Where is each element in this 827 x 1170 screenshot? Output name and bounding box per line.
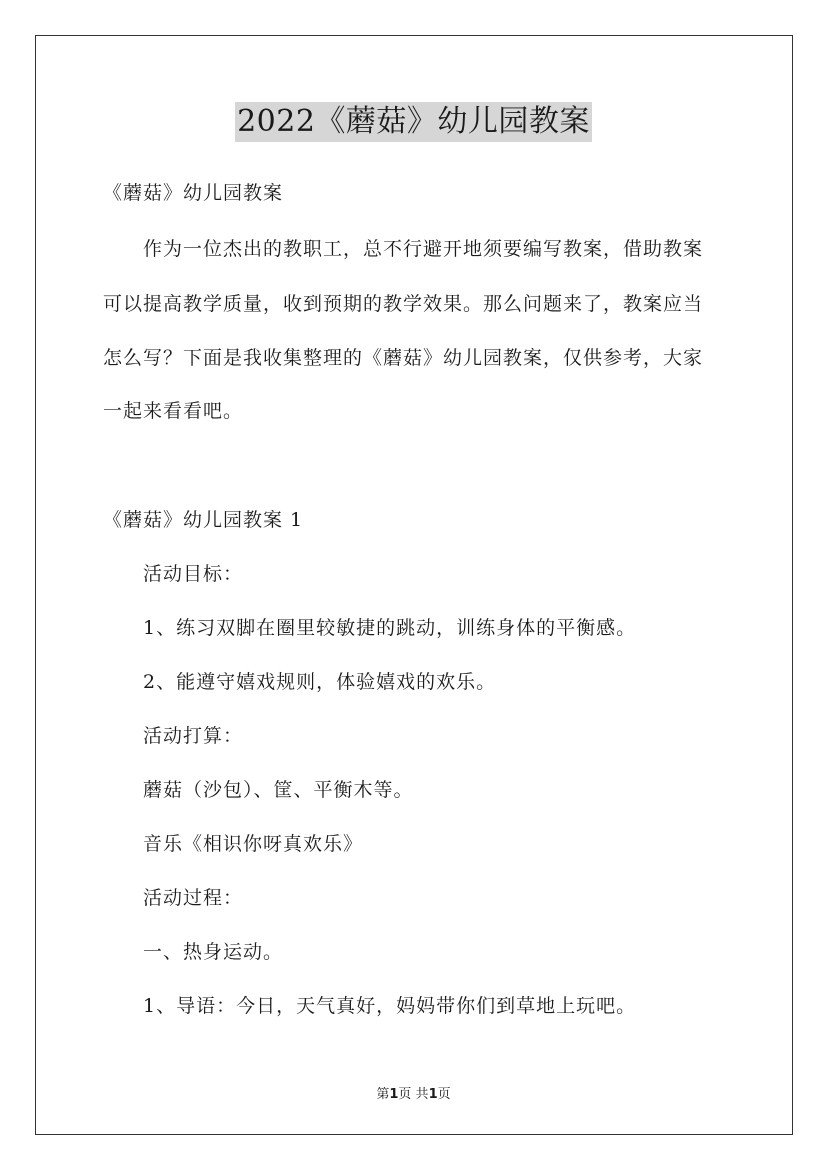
- body-line-9: 1、导语：今日，天气真好，妈妈带你们到草地上玩吧。: [143, 995, 637, 1017]
- footer-page-number: 1: [389, 1087, 399, 1102]
- footer-prefix: 第: [376, 1087, 390, 1102]
- subtitle: 《蘑菇》幼儿园教案: [103, 182, 284, 204]
- section-heading: 《蘑菇》幼儿园教案 1: [103, 509, 304, 531]
- document-title: 2022《蘑菇》幼儿园教案: [235, 102, 592, 142]
- body-line-1: 活动目标：: [143, 563, 244, 585]
- body-line-3: 2、能遵守嬉戏规则，体验嬉戏的欢乐。: [143, 671, 497, 693]
- body-line-6: 音乐《相识你呀真欢乐》: [143, 833, 364, 855]
- intro-line-2: 可以提高教学质量，收到预期的教学效果。那么问题来了，教案应当: [103, 293, 704, 315]
- page-footer: [0, 1083, 827, 1102]
- body-line-2: 1、练习双脚在圈里较敏捷的跳动，训练身体的平衡感。: [143, 617, 637, 639]
- intro-line-4: 一起来看看吧。: [103, 400, 244, 422]
- body-line-8: 一、热身运动。: [143, 941, 284, 963]
- footer-mid: 页 共: [398, 1087, 429, 1102]
- body-line-7: 活动过程：: [143, 887, 244, 909]
- footer-total-pages: 1: [428, 1087, 438, 1102]
- intro-line-3: 怎么写？下面是我收集整理的《蘑菇》幼儿园教案，仅供参考，大家: [103, 347, 704, 369]
- body-line-5: 蘑菇（沙包）、筐、平衡木等。: [143, 779, 414, 801]
- intro-line-1: 作为一位杰出的教职工，总不行避开地须要编写教案，借助教案: [143, 238, 704, 260]
- footer-suffix: 页: [437, 1087, 451, 1102]
- body-line-4: 活动打算：: [143, 725, 244, 747]
